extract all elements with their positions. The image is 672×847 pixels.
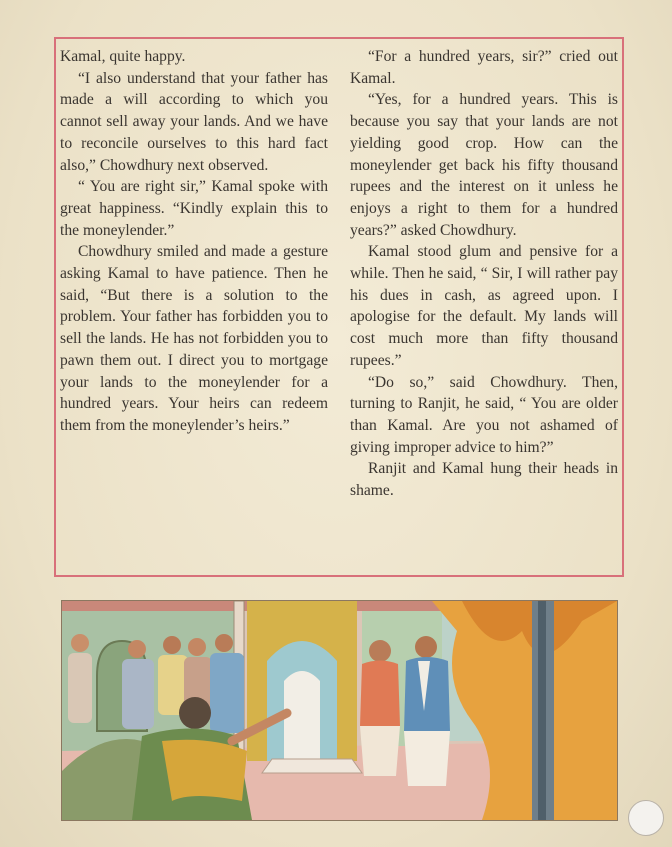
- paragraph: Ranjit and Kamal hung their heads in shame.: [350, 460, 618, 500]
- paragraph: “ You are right sir,” Kamal spoke with great happiness. “Kindly explain this to the moneylender.”: [60, 178, 328, 239]
- paragraph: “Do so,” said Chowdhury. Then, turning to Ranjit, he said, “ You are older than Kamal. Are you not ashamed of giving improper advice to him?”: [350, 373, 618, 456]
- right-text-column: [350, 46, 618, 502]
- paragraph: “Yes, for a hundred years. This is because you say that your lands are not yielding good crop. How can the moneylender get back his fifty thousand rupees and the interest on it unless he enjoys a right to them for a hundred years?” asked Chowdhury.: [350, 91, 618, 239]
- paragraph: “I also understand that your father has made a will according to which you cannot sell away your lands. And we have to reconcile ourselves to this hard fact also,” Chowdhury next observed.: [60, 69, 328, 174]
- story-illustration: [62, 601, 617, 820]
- paragraph: “For a hundred years, sir?” cried out Kamal.: [350, 48, 618, 87]
- publisher-logo: [628, 800, 664, 836]
- court-scene-illustration: [62, 601, 617, 820]
- paragraph: Kamal, quite happy.: [60, 48, 186, 65]
- paragraph: Chowdhury smiled and made a gesture asking Kamal to have patience. Then he said, “But there is a solution to the problem. Your father has forbidden you to sell the lands. He has not forbidden you to pawn them out. I direct you to mortgage your lands to the moneylender for a hundred years. Your heirs can redeem them from the moneylender’s heirs.”: [60, 243, 328, 434]
- left-text-column: [60, 46, 328, 437]
- paragraph: Kamal stood glum and pensive for a while. Then he said, “ Sir, I will rather pay his dues in cash, as agreed upon. I apologise for the default. My lands will cost much more than fifty thousand rupees.”: [350, 243, 618, 369]
